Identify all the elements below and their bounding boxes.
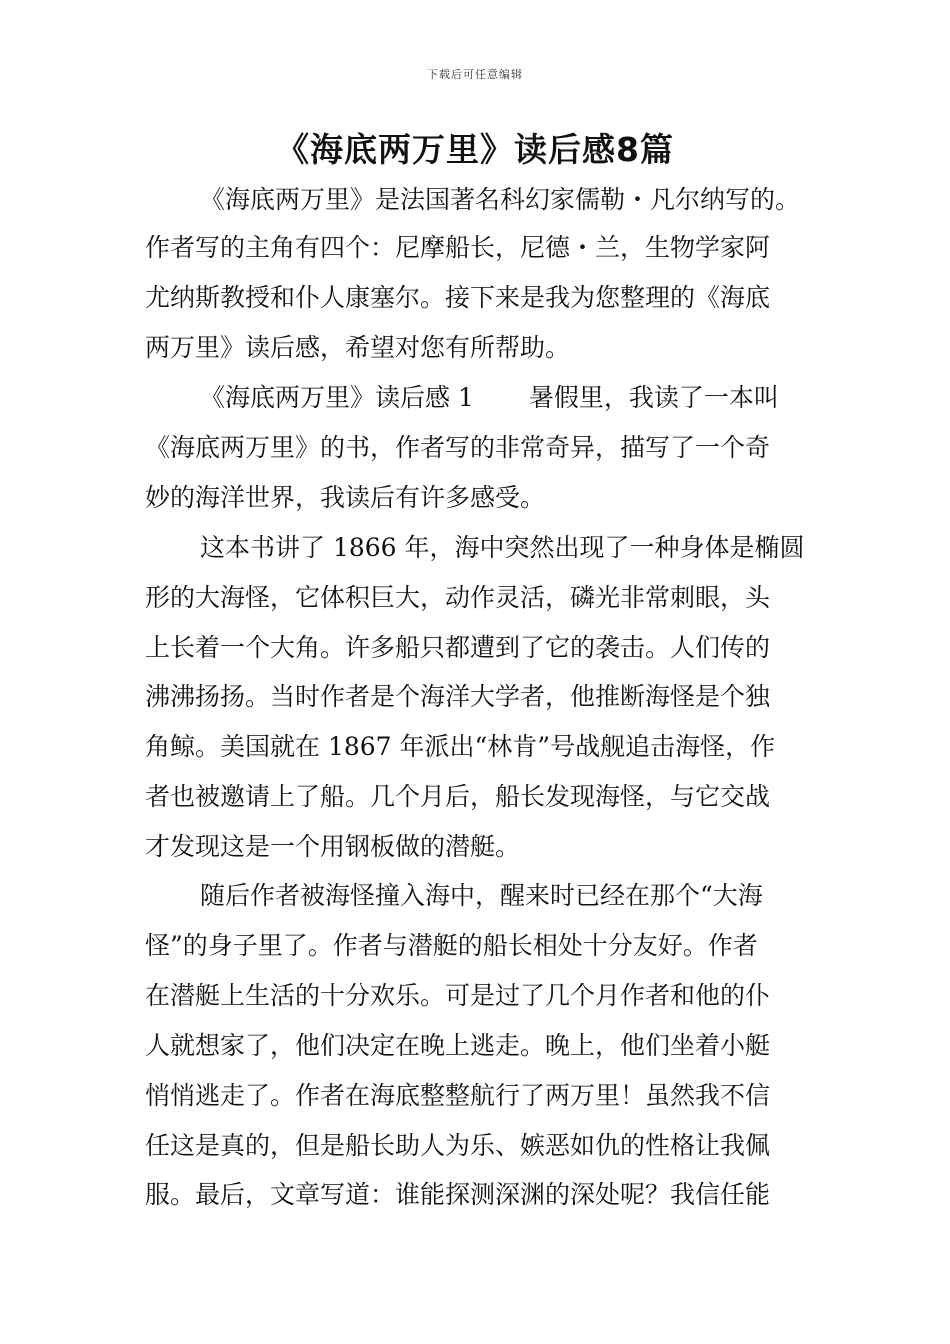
text-line: 服。最后，文章写道：谁能探测深渊的深处呢？我信任能 [145, 1180, 771, 1209]
text-line: 妙的海洋世界，我读后有许多感受。 [145, 483, 546, 512]
text-line: 随后作者被海怪撞入海中，醒来时已经在那个“大海 [200, 881, 763, 910]
text-line: 上长着一个大角。许多船只都遭到了它的袭击。人们传的 [145, 633, 771, 662]
text-line: 任这是真的，但是船长助人为乐、嫉恶如仇的性格让我佩 [145, 1131, 771, 1160]
text-line: 沸沸扬扬。当时作者是个海洋大学者，他推断海怪是个独 [145, 682, 771, 711]
text-line: 形的大海怪，它体积巨大，动作灵活，磷光非常刺眼，头 [145, 583, 771, 612]
text-line [200, 378, 779, 418]
text-line: 《海底两万里》的书，作者写的非常奇异，描写了一个奇 [145, 433, 771, 462]
text-line: 怪”的身子里了。作者与潜艇的船长相处十分友好。作者 [145, 931, 758, 960]
text-line: 者也被邀请上了船。几个月后，船长发现海怪，与它交战 [145, 782, 771, 811]
text-line: 在潜艇上生活的十分欢乐。可是过了几个月作者和他的仆 [145, 981, 771, 1010]
document-title: 《海底两万里》读后感8篇 [276, 130, 674, 169]
text-line: 两万里》读后感，希望对您有所帮助。 [145, 333, 571, 362]
text-line: 悄悄逃走了。作者在海底整整航行了两万里！虽然我不信 [145, 1081, 771, 1110]
text-line: 人就想家了，他们决定在晚上逃走。晚上，他们坐着小艇 [145, 1031, 771, 1060]
text-line: 《海底两万里》是法国著名科幻家儒勒・凡尔纳写的。 [200, 185, 801, 214]
text-line: 作者写的主角有四个：尼摩船长，尼德・兰，生物学家阿 [145, 233, 771, 262]
essay-heading: 《海底两万里》读后感 1 [200, 383, 474, 412]
text-line: 角鲸。美国就在 1867 年派出“林肯”号战舰追击海怪，作 [145, 732, 776, 761]
essay-text: 暑假里，我读了一本叫 [528, 383, 779, 412]
text-line: 才发现这是一个用钢板做的潜艇。 [145, 832, 521, 861]
header-note: 下载后可任意编辑 [427, 68, 523, 81]
text-line: 尤纳斯教授和仆人康塞尔。接下来是我为您整理的《海底 [145, 283, 771, 312]
text-line: 这本书讲了 1866 年，海中突然出现了一种身体是椭圆 [200, 533, 805, 562]
